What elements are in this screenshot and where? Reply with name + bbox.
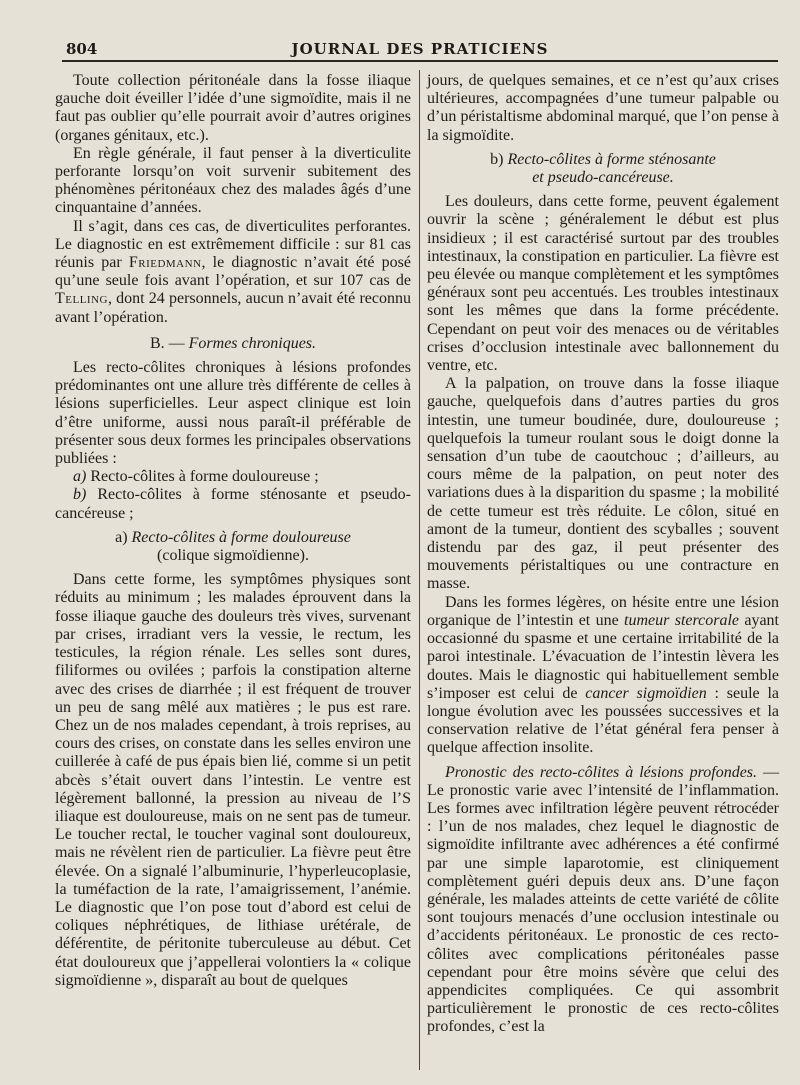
left-column xyxy=(55,72,411,990)
right-column xyxy=(427,72,779,1037)
running-title: JOURNAL DES PRATICIENS xyxy=(291,40,549,58)
paragraph: Les recto-côlites chroniques à lésions profondes prédominantes ont une allure très différente de celles à lésions superficielles. Leur aspect clinique est loin d’être uniforme, aussi nous paraît-il préférable de présenter sous deux formes les principales observations publiées : xyxy=(55,359,411,468)
list-item: b) Recto-côlites à forme sténosante et pseudo-cancéreuse ; xyxy=(55,486,411,522)
paragraph: Il s’agit, dans ces cas, de diverticulites perforantes. Le diagnostic en est extrêmement difficile : sur 81 cas réunis par Friedmann, le diagnostic n’avait été posé qu’une seule fois avant l’opération, et sur 107 cas de Telling, dont 24 personnels, aucun n’avait été reconnu avant l’opération. xyxy=(55,217,412,326)
subsection-heading: a) Recto-côlites à forme douloureuse (colique sigmoïdienne). xyxy=(115,528,351,565)
subsection-heading: b) Recto-côlites à forme sténosante et pseudo-cancéreuse. xyxy=(490,150,716,187)
paragraph: A la palpation, on trouve dans la fosse iliaque gauche, quelquefois dans d’autres parties du gros intestin, une tumeur boudinée, dure, douloureuse ; quelquefois la tumeur roulant sous le doigt donne la sensation d’un tube de caoutchouc ; d’ailleurs, au cours même de la palpation, on peut noter des variations dues à la disparition du spasme ; la mobilité de cette tumeur est très réduite. Le côlon, situé en amont de la tumeur, dontient des scyballes ; souvent distendu par des gaz, il peut présenter des mouvements péristaltiques ou une contracture en masse. xyxy=(427,375,779,593)
column-divider xyxy=(419,70,420,1070)
list-item: a) Recto-côlites à forme douloureuse ; xyxy=(73,468,319,486)
paragraph: jours, de quelques semaines, et ce n’est qu’aux crises ultérieures, accompagnées d’une tumeur palpable ou d’un péristaltisme abdominal marqué, que l’on pense à la sigmoïdite. xyxy=(427,72,779,144)
paragraph: Dans les formes légères, on hésite entre une lésion organique de l’intestin et une tumeur stercorale ayant occasionné du spasme et une certaine irritabilité de la paroi intestinale. L’évacuation de l’intestin lèvera les doutes. Mais le diagnostic qui habituellement semble s’imposer est celui de cancer sigmoïdien : seule la longue évolution avec les poussées successives et la conservation relative de l’état général fera penser à quelque affection insolite. xyxy=(427,593,779,757)
page-header xyxy=(62,38,778,62)
paragraph: Les douleurs, dans cette forme, peuvent également ouvrir la scène ; généralement le début est plus insidieux ; il est caractérisé surtout par des troubles intestinaux, la constipation en particulier. La fièvre est peu élevée ou manque complètement et les symptômes généraux sont peu accentués. Les troubles intestinaux sont les mêmes que dans la forme précédente. Cependant on peut voir des menaces ou de véritables crises d’occlusion intestinale avec ballonnement du ventre, etc. xyxy=(427,193,779,375)
inline-heading: Pronostic des recto-côlites à lésions profondes. xyxy=(445,763,758,781)
author-name: Friedmann xyxy=(128,254,202,272)
paragraph: Toute collection péritonéale dans la fosse iliaque gauche doit éveiller l’idée d’une sigmoïdite, mais il ne faut pas oublier qu’elle pourrait avoir d’autres origines (organes génitaux, etc.). xyxy=(55,72,411,144)
section-heading: B. — Formes chroniques. xyxy=(149,334,317,352)
paragraph: Pronostic des recto-côlites à lésions profondes. — Le pronostic varie avec l’intensité de l’inflammation. Les formes avec infiltration légère peuvent rétrocéder : l’un de nos malades, chez lequel le diagnostic de sigmoïdite infiltrante avec adhérences a été confirmé par une simple laparotomie, est cliniquement complètement guéri depuis deux ans. D’une façon générale, les malades atteints de cette variété de côlite sont toujours menacés d’une occlusion intestinale ou d’accidents péritonéaux. Le pronostic de ces recto-côlites avec complications péritonéales passe cependant pour être moins sévère que celui des appendicites compliquées. Ce qui assombrit particulièrement le pronostic de ces recto-côlites profondes, c’est la xyxy=(427,763,779,1036)
paragraph: Dans cette forme, les symptômes physiques sont réduits au minimum ; les malades éprouvent dans la fosse iliaque gauche des douleurs très vives, survenant par crises, irradiant vers la vessie, le rectum, les testicules, la région rénale. Les selles sont dures, filiformes ou ovilées ; parfois la constipation alterne avec des crises de diarrhée ; il est fréquent de trouver un peu de sang mêlé aux matières ; le pus est rare. Chez un de nos malades cependant, à trois reprises, au cours des crises, on constate dans les selles environ une cuillerée à café de pus épais bien lié, comme si un petit abcès s’était ouvert dans l’intestin. Le ventre est légèrement ballonné, la pression au niveau de l’S iliaque est douloureuse, mais on ne sent pas de tumeur. Le toucher rectal, le toucher vaginal sont douloureux, mais ne révèlent rien de particulier. La fièvre peut être élevée. On a signalé l’albuminurie, l’hyperleucoplasie, la tuméfaction de la rate, l’amaigrissement, l’anémie. Le diagnostic que l’on pose tout d’abord est celui de coliques néphrétiques, de lithiase urétérale, de déférentite, de péritonite tuberculeuse au début. Cet état douloureux que j’appellerai volontiers la « colique sigmoïdienne », disparaît au bout de quelques xyxy=(55,571,411,989)
author-name: Telling xyxy=(55,290,108,308)
paragraph: En règle générale, il faut penser à la diverticulite perforante lorsqu’on voit survenir subitement des phénomènes péritonéaux chez des malades âgés d’une cinquantaine d’années. xyxy=(55,144,411,217)
page-number: 804 xyxy=(66,40,98,58)
